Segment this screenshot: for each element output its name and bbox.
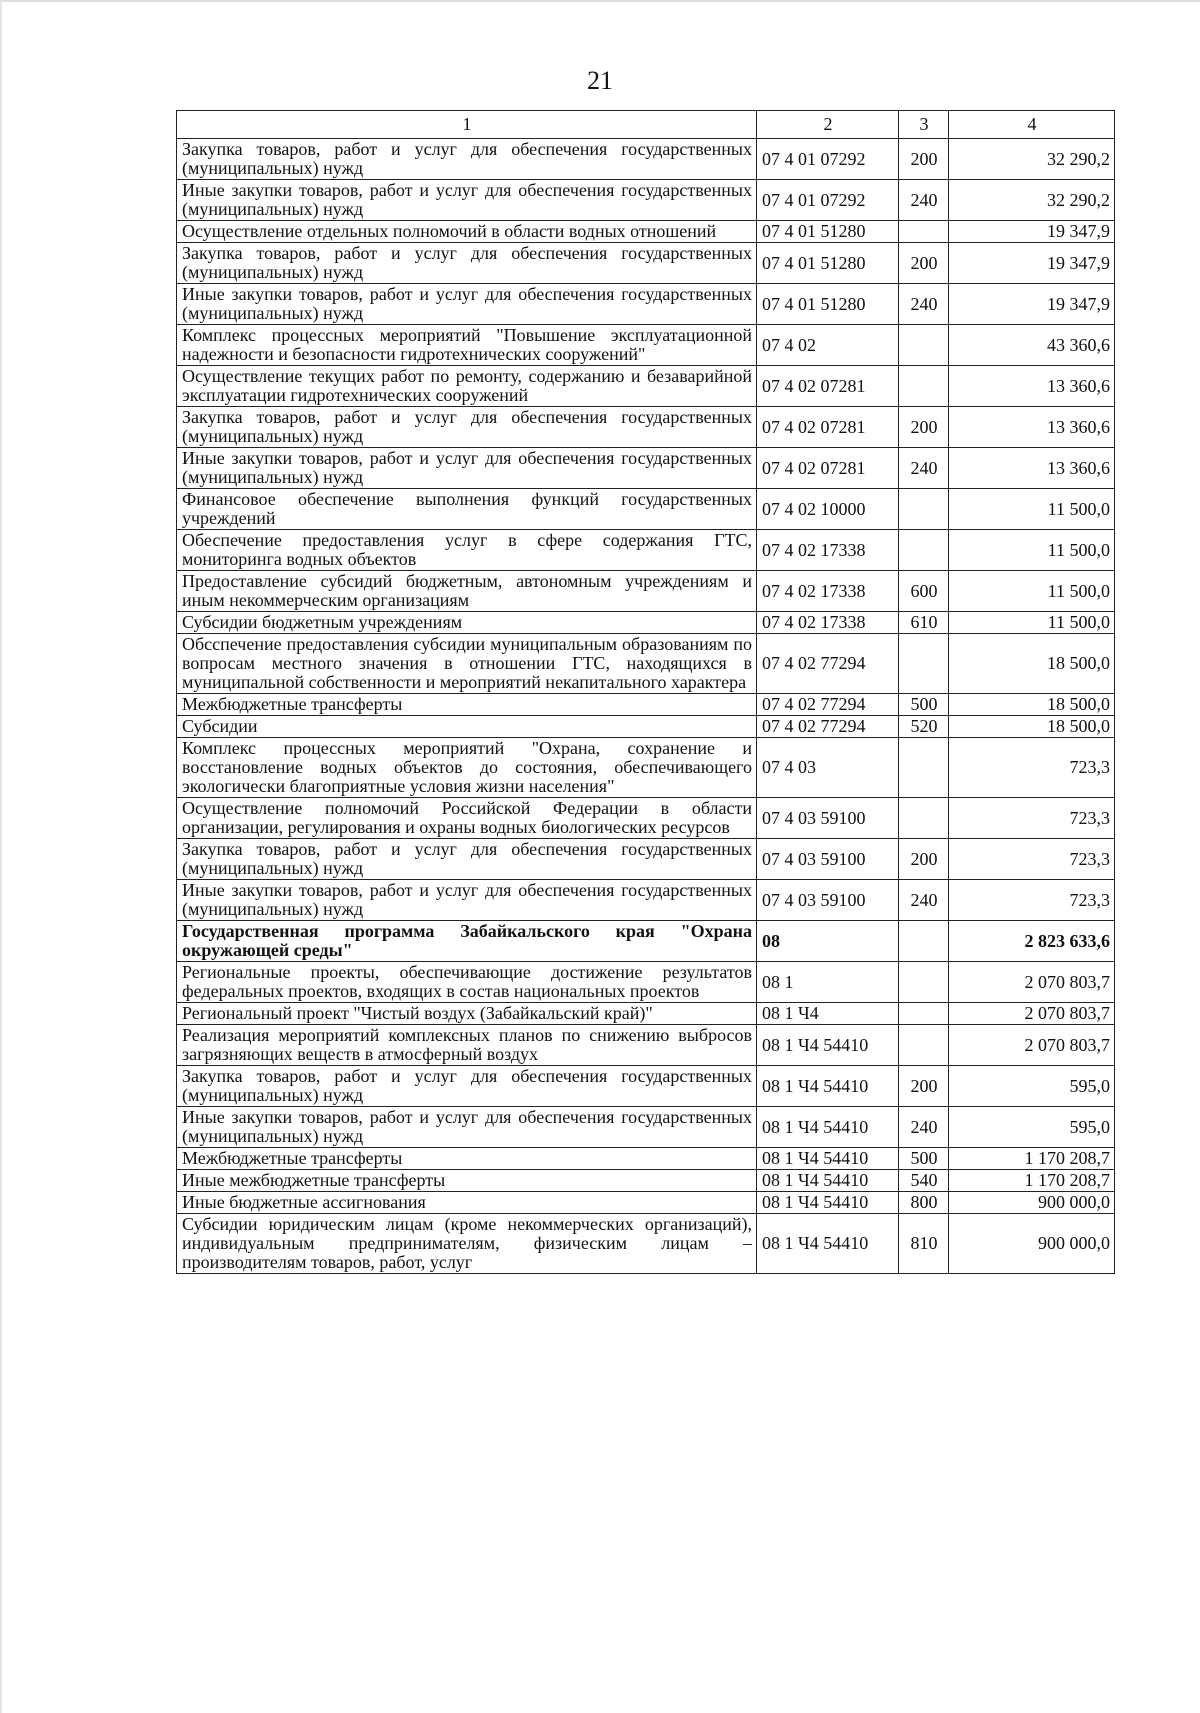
row-amount-cell: 2 070 803,7	[949, 1003, 1115, 1025]
row-type-cell	[899, 1025, 949, 1066]
row-type-cell: 240	[899, 880, 949, 921]
row-code-cell: 08 1 Ч4 54410	[757, 1170, 899, 1192]
table-row	[177, 1003, 1115, 1025]
row-amount-cell: 2 070 803,7	[949, 1025, 1115, 1066]
row-type-cell	[899, 738, 949, 798]
row-name-cell: Региональные проекты, обеспечивающие достижение результатов федеральных проектов, входящих в состав национальных проектов	[177, 962, 757, 1003]
row-amount-cell: 11 500,0	[949, 612, 1115, 634]
table-row	[177, 448, 1115, 489]
row-name-cell: Иные закупки товаров, работ и услуг для обеспечения государственных (муниципальных) нужд	[177, 1107, 757, 1148]
row-amount-cell: 19 347,9	[949, 221, 1115, 243]
row-amount-cell: 723,3	[949, 839, 1115, 880]
row-amount-cell: 2 823 633,6	[949, 921, 1115, 962]
row-amount-cell: 595,0	[949, 1066, 1115, 1107]
row-type-cell	[899, 530, 949, 571]
table-row	[177, 921, 1115, 962]
table-body	[177, 139, 1115, 1274]
table-row	[177, 366, 1115, 407]
row-code-cell: 07 4 02 07281	[757, 366, 899, 407]
row-type-cell	[899, 634, 949, 694]
row-code-cell: 07 4 03 59100	[757, 839, 899, 880]
row-name-cell: Финансовое обеспечение выполнения функций государственных учреждений	[177, 489, 757, 530]
row-type-cell	[899, 489, 949, 530]
table-row	[177, 962, 1115, 1003]
row-type-cell	[899, 221, 949, 243]
row-code-cell: 07 4 02 07281	[757, 448, 899, 489]
row-type-cell: 610	[899, 612, 949, 634]
row-amount-cell: 1 170 208,7	[949, 1170, 1115, 1192]
row-code-cell: 08 1	[757, 962, 899, 1003]
table-row	[177, 1025, 1115, 1066]
row-type-cell: 200	[899, 407, 949, 448]
row-name-cell: Иные закупки товаров, работ и услуг для обеспечения государственных (муниципальных) нужд	[177, 880, 757, 921]
row-code-cell: 07 4 01 51280	[757, 284, 899, 325]
row-type-cell: 810	[899, 1214, 949, 1274]
row-name-cell: Региональный проект "Чистый воздух (Забайкальский край)"	[177, 1003, 757, 1025]
row-amount-cell: 13 360,6	[949, 448, 1115, 489]
row-code-cell: 08 1 Ч4 54410	[757, 1107, 899, 1148]
row-type-cell: 800	[899, 1192, 949, 1214]
row-name-cell: Предоставление субсидий бюджетным, автономным учреждениям и иным некоммерческим организациям	[177, 571, 757, 612]
row-name-cell: Комплекс процессных мероприятий "Повышение эксплуатационной надежности и безопасности гидротехнических сооружений"	[177, 325, 757, 366]
row-amount-cell: 18 500,0	[949, 634, 1115, 694]
row-code-cell: 07 4 03	[757, 738, 899, 798]
scan-edge-top	[0, 0, 1200, 2]
column-header-name: 1	[177, 111, 757, 139]
row-name-cell: Реализация мероприятий комплексных планов по снижению выбросов загрязняющих веществ в атмосферный воздух	[177, 1025, 757, 1066]
row-code-cell: 07 4 01 51280	[757, 243, 899, 284]
table-row	[177, 221, 1115, 243]
row-type-cell: 600	[899, 571, 949, 612]
row-name-cell: Межбюджетные трансферты	[177, 1148, 757, 1170]
row-type-cell	[899, 1003, 949, 1025]
row-name-cell: Закупка товаров, работ и услуг для обеспечения государственных (муниципальных) нужд	[177, 1066, 757, 1107]
row-type-cell: 240	[899, 448, 949, 489]
row-amount-cell: 18 500,0	[949, 694, 1115, 716]
row-name-cell: Иные закупки товаров, работ и услуг для обеспечения государственных (муниципальных) нужд	[177, 180, 757, 221]
table-row	[177, 530, 1115, 571]
row-amount-cell: 13 360,6	[949, 407, 1115, 448]
row-code-cell: 07 4 02 17338	[757, 612, 899, 634]
page-number: 21	[587, 66, 613, 95]
row-code-cell: 08 1 Ч4	[757, 1003, 899, 1025]
table-row	[177, 1107, 1115, 1148]
row-code-cell: 07 4 02 77294	[757, 694, 899, 716]
table-row	[177, 798, 1115, 839]
row-code-cell: 08 1 Ч4 54410	[757, 1192, 899, 1214]
row-name-cell: Обсспечение предоставления субсидии муниципальным образованиям по вопросам местного значения в отношении ГТС, находящихся в муниципальной собственности и мероприятий некапитального характера	[177, 634, 757, 694]
column-header-amount: 4	[949, 111, 1115, 139]
row-amount-cell: 900 000,0	[949, 1214, 1115, 1274]
row-name-cell: Иные межбюджетные трансферты	[177, 1170, 757, 1192]
row-code-cell: 08 1 Ч4 54410	[757, 1148, 899, 1170]
row-type-cell	[899, 921, 949, 962]
table-row	[177, 489, 1115, 530]
row-name-cell: Закупка товаров, работ и услуг для обеспечения государственных (муниципальных) нужд	[177, 407, 757, 448]
row-name-cell: Иные закупки товаров, работ и услуг для обеспечения государственных (муниципальных) нужд	[177, 284, 757, 325]
row-type-cell	[899, 798, 949, 839]
column-header-code: 2	[757, 111, 899, 139]
row-name-cell: Межбюджетные трансферты	[177, 694, 757, 716]
row-code-cell: 07 4 02 07281	[757, 407, 899, 448]
row-amount-cell: 19 347,9	[949, 284, 1115, 325]
column-header-type: 3	[899, 111, 949, 139]
budget-table	[176, 110, 1115, 1274]
table-row	[177, 738, 1115, 798]
table-row	[177, 243, 1115, 284]
row-code-cell: 07 4 02 77294	[757, 716, 899, 738]
table-row	[177, 1214, 1115, 1274]
row-amount-cell: 900 000,0	[949, 1192, 1115, 1214]
row-type-cell: 200	[899, 243, 949, 284]
row-type-cell: 500	[899, 694, 949, 716]
row-code-cell: 07 4 03 59100	[757, 798, 899, 839]
row-type-cell: 520	[899, 716, 949, 738]
row-type-cell: 200	[899, 1066, 949, 1107]
row-amount-cell: 1 170 208,7	[949, 1148, 1115, 1170]
table-row	[177, 1148, 1115, 1170]
row-type-cell: 500	[899, 1148, 949, 1170]
row-name-cell: Осуществление текущих работ по ремонту, содержанию и безаварийной эксплуатации гидротехнических сооружений	[177, 366, 757, 407]
row-type-cell: 540	[899, 1170, 949, 1192]
row-amount-cell: 43 360,6	[949, 325, 1115, 366]
table-row	[177, 325, 1115, 366]
column-number-row	[177, 111, 1115, 139]
table-row	[177, 839, 1115, 880]
row-amount-cell: 2 070 803,7	[949, 962, 1115, 1003]
row-code-cell: 08 1 Ч4 54410	[757, 1025, 899, 1066]
row-name-cell: Обеспечение предоставления услуг в сфере содержания ГТС, мониторинга водных объектов	[177, 530, 757, 571]
row-amount-cell: 32 290,2	[949, 139, 1115, 180]
row-name-cell: Закупка товаров, работ и услуг для обеспечения государственных (муниципальных) нужд	[177, 243, 757, 284]
row-name-cell: Закупка товаров, работ и услуг для обеспечения государственных (муниципальных) нужд	[177, 839, 757, 880]
table-row	[177, 716, 1115, 738]
row-type-cell: 200	[899, 139, 949, 180]
row-code-cell: 08 1 Ч4 54410	[757, 1066, 899, 1107]
row-name-cell: Субсидии бюджетным учреждениям	[177, 612, 757, 634]
row-amount-cell: 595,0	[949, 1107, 1115, 1148]
table-row	[177, 634, 1115, 694]
table-row	[177, 139, 1115, 180]
row-name-cell: Субсидии	[177, 716, 757, 738]
table-row	[177, 612, 1115, 634]
row-code-cell: 07 4 02 10000	[757, 489, 899, 530]
row-amount-cell: 723,3	[949, 880, 1115, 921]
row-amount-cell: 11 500,0	[949, 571, 1115, 612]
row-amount-cell: 723,3	[949, 738, 1115, 798]
row-amount-cell: 723,3	[949, 798, 1115, 839]
row-type-cell: 200	[899, 839, 949, 880]
table-row	[177, 407, 1115, 448]
row-code-cell: 08 1 Ч4 54410	[757, 1214, 899, 1274]
row-type-cell: 240	[899, 284, 949, 325]
row-amount-cell: 19 347,9	[949, 243, 1115, 284]
row-name-cell: Иные закупки товаров, работ и услуг для обеспечения государственных (муниципальных) нужд	[177, 448, 757, 489]
table-row	[177, 880, 1115, 921]
table-row	[177, 1192, 1115, 1214]
row-code-cell: 07 4 01 51280	[757, 221, 899, 243]
row-amount-cell: 18 500,0	[949, 716, 1115, 738]
row-name-cell: Субсидии юридическим лицам (кроме некоммерческих организаций), индивидуальным предпринимателям, физическим лицам – производителям товаров, работ, услуг	[177, 1214, 757, 1274]
table-row	[177, 1066, 1115, 1107]
row-code-cell: 07 4 02 17338	[757, 571, 899, 612]
row-name-cell: Закупка товаров, работ и услуг для обеспечения государственных (муниципальных) нужд	[177, 139, 757, 180]
row-name-cell: Осуществление отдельных полномочий в области водных отношений	[177, 221, 757, 243]
row-type-cell	[899, 325, 949, 366]
row-type-cell	[899, 366, 949, 407]
row-name-cell: Государственная программа Забайкальского края "Охрана окружающей среды"	[177, 921, 757, 962]
row-amount-cell: 11 500,0	[949, 530, 1115, 571]
table-row	[177, 284, 1115, 325]
table-row	[177, 1170, 1115, 1192]
row-name-cell: Комплекс процессных мероприятий "Охрана, сохранение и восстановление водных объектов до состояния, обеспечивающего экологически благоприятные условия жизни населения"	[177, 738, 757, 798]
table-row	[177, 694, 1115, 716]
row-code-cell: 07 4 03 59100	[757, 880, 899, 921]
scan-edge-left	[0, 0, 2, 1713]
row-amount-cell: 32 290,2	[949, 180, 1115, 221]
row-code-cell: 07 4 02 77294	[757, 634, 899, 694]
row-type-cell	[899, 962, 949, 1003]
row-name-cell: Осуществление полномочий Российской Федерации в области организации, регулирования и охраны водных биологических ресурсов	[177, 798, 757, 839]
table-row	[177, 180, 1115, 221]
row-code-cell: 07 4 01 07292	[757, 139, 899, 180]
row-amount-cell: 11 500,0	[949, 489, 1115, 530]
row-type-cell: 240	[899, 1107, 949, 1148]
table-row	[177, 571, 1115, 612]
row-amount-cell: 13 360,6	[949, 366, 1115, 407]
row-type-cell: 240	[899, 180, 949, 221]
row-code-cell: 07 4 02	[757, 325, 899, 366]
row-code-cell: 07 4 02 17338	[757, 530, 899, 571]
row-code-cell: 07 4 01 07292	[757, 180, 899, 221]
row-code-cell: 08	[757, 921, 899, 962]
row-name-cell: Иные бюджетные ассигнования	[177, 1192, 757, 1214]
